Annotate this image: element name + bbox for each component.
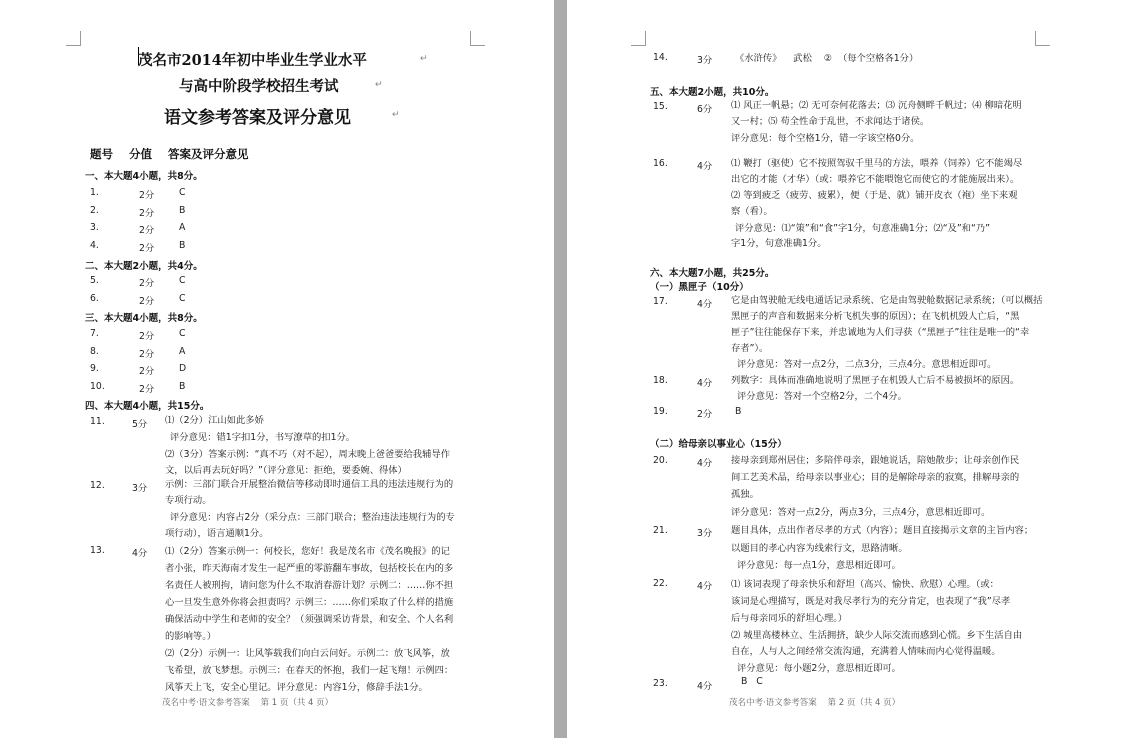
answer-line: 项行动），语言通顺1分。 (165, 528, 269, 539)
answer-line: ⑵ 等到疲乏（疲劳、疲累），便（于是、就）铺开皮衣（袍）坐下来观 (731, 190, 1018, 201)
page-footer: 茂名中考·语文参考答案 第 1 页（共 4 页） (162, 698, 334, 708)
question-score: 4分 (697, 458, 713, 469)
document-page-1 (0, 0, 554, 738)
answer-line: 确保活动中学生和老师的安全？（须强调采访背景，和安全、个人名利 (165, 614, 454, 625)
answer-line: 自在，人与人之间经常交流沟通，充满着人情味而内心觉得温暖。 (731, 646, 1001, 657)
paragraph-mark-icon: ↵ (375, 79, 383, 90)
question-score: 3分 (697, 55, 713, 66)
answer-line: ⑴（2分）江山如此多娇 (165, 415, 264, 426)
question-number: 18. (653, 375, 668, 386)
question-answer: A (179, 346, 186, 357)
question-number: 16. (653, 158, 668, 169)
question-score: 3分 (132, 483, 148, 494)
question-answer: B C (741, 676, 763, 687)
question-number: 15. (653, 101, 668, 112)
question-answer: C (179, 293, 186, 304)
question-answer: B (179, 381, 186, 392)
answer-line: 心一旦发生意外你将会担责吗？示例三：……你们采取了什么样的措施 (165, 597, 454, 608)
answer-line: ⑴（2分）答案示例一：何校长，您好！我是茂名市《茂名晚报》的记 (165, 546, 450, 557)
answer-line: 间工艺美术品，给母亲以事业心；目的是解除母亲的寂寞，排解母亲的 (731, 472, 1020, 483)
question-number: 13. (90, 545, 105, 556)
crop-mark-top-right (1035, 31, 1050, 46)
answer-line: 者小张，昨天海南才发生一起严重的零游翻车事故，包括校长在内的多 (165, 563, 454, 574)
answer-line: 的影响等。） (165, 631, 217, 642)
answer-line: 出它的才能（才华）（或：喂养它不能喂饱它而使它的才能施展出来）。 (731, 174, 1020, 185)
answer-line: 列数字：具体而准确地说明了黑匣子在机毁人亡后不易被损坏的原因。 (731, 375, 1020, 386)
question-score: 2分 (139, 190, 155, 201)
answer-line: ⑴ 风正一帆悬；⑵ 无可奈何花落去；⑶ 沉舟侧畔千帆过；⑷ 柳暗花明 (731, 100, 1022, 111)
question-score: 2分 (139, 243, 155, 254)
crop-mark-top-left (631, 31, 646, 46)
answer-line: ⑵ 城里高楼林立、生活拥挤，缺少人际交流而感到心慌。乡下生活自由 (731, 630, 1023, 641)
answer-line: 接母亲到郑州居住；多陪伴母亲，跟她说话，陪她散步；让母亲创作民 (731, 455, 1020, 466)
crop-mark-top-right (470, 31, 485, 46)
question-answer: B (179, 240, 186, 251)
section-heading-6: 六、本大题7小题，共25分。 (650, 268, 775, 279)
answer-line: 评分意见：答对一点2分，二点3分，三点4分。意思相近即可。 (737, 359, 997, 370)
answer-line: 题目具体，点出作者尽孝的方式（内容）；题目直接揭示文章的主旨内容； (731, 525, 1034, 536)
question-number: 20. (653, 455, 668, 466)
question-number: 22. (653, 578, 668, 589)
answer-line: 评分意见：每小题2分，意思相近即可。 (737, 663, 901, 674)
title-line-2: 与高中阶段学校招生考试 (179, 78, 339, 95)
answer-line: 风筝天上飞，安全心里记。评分意见：内容1分，修辞手法1分。 (165, 682, 428, 693)
question-number: 12. (90, 480, 105, 491)
column-header: 题号 分值 答案及评分意见 (90, 147, 249, 161)
answer-line: 评分意见：答对一个空格2分，二个4分。 (737, 391, 907, 402)
document-page-2 (567, 0, 1123, 738)
question-score: 4分 (697, 161, 713, 172)
question-score: 6分 (697, 104, 713, 115)
question-number: 11. (90, 416, 105, 427)
question-number: 1. (90, 187, 99, 198)
question-number: 6. (90, 293, 99, 304)
page-footer: 茂名中考·语文参考答案 第 2 页（共 4 页） (729, 698, 901, 708)
answer-line: 孤独。 (731, 489, 759, 500)
question-score: 2分 (139, 296, 155, 307)
answer-line: 示例：三部门联合开展整治微信等移动即时通信工具的违法违规行为的 (165, 479, 454, 490)
question-answer: C (179, 328, 186, 339)
question-score: 2分 (139, 208, 155, 219)
question-number: 3. (90, 222, 99, 233)
question-score: 4分 (697, 378, 713, 389)
question-answer: C (179, 187, 186, 198)
question-number: 5. (90, 275, 99, 286)
question-number: 21. (653, 525, 668, 536)
answer-line: 该词是心理描写，既是对我尽孝行为的充分肯定，也表现了“我”尽孝 (731, 596, 1011, 607)
answer-line: ⑴ 鞭打（驱使）它不按照驾驭千里马的方法，喂养（饲养）它不能竭尽 (731, 158, 1023, 169)
title-line-3: 语文参考答案及评分意见 (164, 108, 351, 128)
question-score: 2分 (697, 409, 713, 420)
subsection-heading: （一）黑匣子（10分） (650, 282, 749, 293)
answer-line: 字1分，句意准确1分。 (731, 238, 827, 249)
subsection-heading: （二）给母亲以事业心（15分） (650, 439, 787, 450)
section-heading-1: 一、本大题4小题，共8分。 (85, 171, 203, 182)
question-score: 4分 (697, 581, 713, 592)
question-score: 2分 (139, 384, 155, 395)
answer-line: 后与母亲同乐的舒坦心理。） (731, 613, 848, 624)
question-number: 14. (653, 52, 668, 63)
question-score: 2分 (139, 331, 155, 342)
answer-line: ⑵（3分）答案示例：“真不巧（对不起），周末晚上爸爸要给我辅导作 (165, 449, 450, 460)
answer-line: 存者”）。 (731, 343, 769, 354)
paragraph-mark-icon: ↵ (392, 109, 400, 120)
question-score: 2分 (139, 349, 155, 360)
question-score: 4分 (132, 548, 148, 559)
question-answer: D (179, 363, 187, 374)
question-score: 2分 (139, 278, 155, 289)
crop-mark-top-left (66, 31, 81, 46)
section-heading-2: 二、本大题2小题，共4分。 (85, 261, 203, 272)
question-answer: 《水浒传》 武松 ② （每个空格各1分） (735, 53, 919, 64)
answer-line: 评分意见：每一点1分，意思相近即可。 (737, 560, 901, 571)
answer-line: 飞希望，放飞梦想。示例三：在春天的怀抱，我们一起飞翔！示例四： (165, 665, 454, 676)
title-line-1: 茂名市2014年初中毕业生学业水平 (138, 52, 367, 69)
question-number: 9. (90, 363, 99, 374)
paragraph-mark-icon: ↵ (420, 53, 428, 64)
answer-line: ⑵（2分）示例一：让风筝载我们向白云问好。示例二：放飞风筝，放 (165, 648, 450, 659)
question-number: 19. (653, 406, 668, 417)
answer-line: 文，以后再去玩好吗？”（评分意见：拒绝，要委婉、得体） (165, 465, 407, 476)
question-score: 3分 (697, 528, 713, 539)
answer-line: 黑匣子的声音和数据来分析飞机失事的原因）；在飞机机毁人亡后，“黑 (731, 311, 1020, 322)
answer-line: 评分意见：⑴“策”和“食”字1分，句意准确1分；⑵“及”和“乃” (735, 223, 990, 234)
answer-line: 它是由驾驶舱无线电通话记录系统、它是由驾驶舱数据记录系统；（可以概括 (731, 295, 1043, 306)
question-number: 2. (90, 205, 99, 216)
answer-line: 评分意见：答对一点2分，两点3分，三点4分，意思相近即可。 (731, 507, 991, 518)
answer-line: 名责任人被刑拘，请问您为什么不取消春游计划？示例二：……你不担 (165, 580, 454, 591)
answer-line: 又一村；⑸ 苟全性命于乱世，不求闻达于诸侯。 (731, 116, 930, 127)
answer-line: 专项行动。 (165, 495, 212, 506)
question-score: 4分 (697, 681, 713, 692)
question-number: 10. (90, 381, 105, 392)
question-answer: B (735, 406, 742, 417)
question-answer: B (179, 205, 186, 216)
question-score: 4分 (697, 299, 713, 310)
question-number: 4. (90, 240, 99, 251)
section-heading-4: 四、本大题4小题，共15分。 (85, 401, 210, 412)
answer-line: 评分意见：每个空格1分，错一字该空格0分。 (731, 133, 920, 144)
answer-line: 匣子”往往能保存下来，并忠诚地为人们寻获（“黑匣子”往往是唯一的“幸 (731, 327, 1030, 338)
answer-line: 以题目的孝心内容为线索行文，思路清晰。 (731, 543, 908, 554)
question-score: 2分 (139, 225, 155, 236)
question-number: 17. (653, 296, 668, 307)
section-heading-3: 三、本大题4小题，共8分。 (85, 313, 203, 324)
question-score: 5分 (132, 419, 148, 430)
question-score: 2分 (139, 366, 155, 377)
question-number: 8. (90, 346, 99, 357)
answer-line: 察（看）。 (731, 206, 773, 217)
question-answer: C (179, 275, 186, 286)
question-number: 23. (653, 678, 668, 689)
question-answer: A (179, 222, 186, 233)
answer-line: ⑴ 该词表现了母亲快乐和舒坦（高兴、愉快、欣慰）心理。（或： (731, 579, 999, 590)
answer-line: 评分意见：错1字扣1分，书写潦草的扣1分。 (170, 432, 356, 443)
answer-line: 评分意见：内容占2分（采分点：三部门联合；整治违法违规行为的专 (170, 512, 455, 523)
section-heading-5: 五、本大题2小题，共10分。 (650, 87, 775, 98)
question-number: 7. (90, 328, 99, 339)
